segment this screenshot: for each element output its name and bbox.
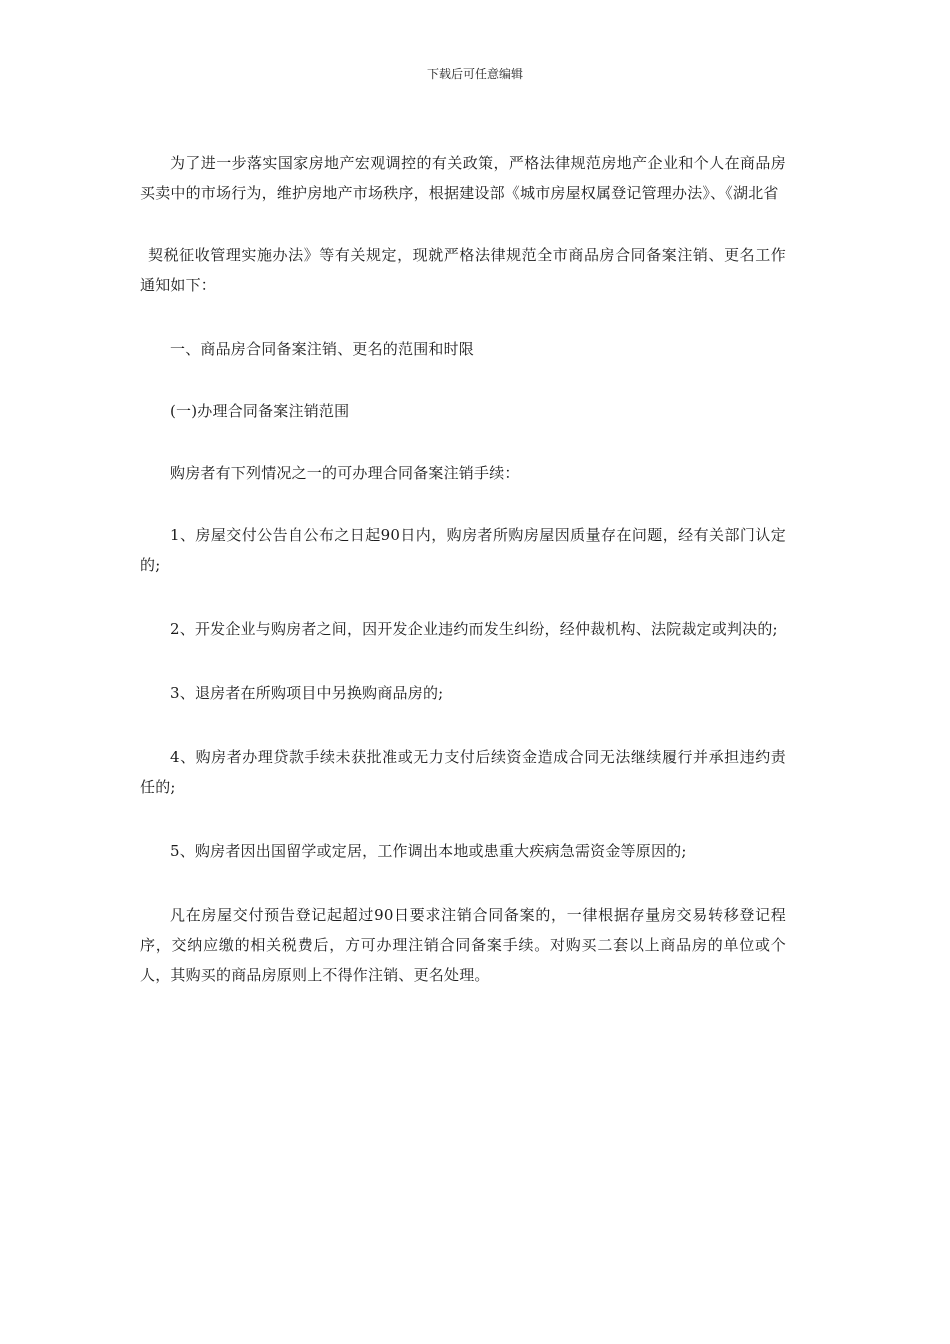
document-body bbox=[140, 148, 786, 990]
paragraph-conditions-intro: 购房者有下列情况之一的可办理合同备案注销手续： bbox=[170, 464, 520, 482]
list-item-3: 3、退房者在所购项目中另换购商品房的; bbox=[170, 684, 444, 702]
list-item-4: 4、购房者办理贷款手续未获批准或无力支付后续资金造成合同无法继续履行并承担违约责任的; bbox=[140, 748, 786, 796]
paragraph-overdue-rule: 凡在房屋交付预告登记起超过90日要求注销合同备案的，一律根据存量房交易转移登记程序，交纳应缴的相关税费后，方可办理注销合同备案手续。对购买二套以上商品房的单位或个人，其购买的商品房原则上不得作注销、更名处理。 bbox=[140, 906, 786, 984]
page-header: 下载后可任意编辑 bbox=[426, 67, 523, 81]
list-item-2: 2、开发企业与购房者之间，因开发企业违约而发生纠纷，经仲裁机构、法院裁定或判决的; bbox=[170, 620, 778, 638]
list-item-5: 5、购房者因出国留学或定居，工作调出本地或患重大疾病急需资金等原因的; bbox=[170, 842, 687, 860]
paragraph-intro-continued: 契税征收管理实施办法》等有关规定，现就严格法律规范全市商品房合同备案注销、更名工作通知如下： bbox=[140, 246, 786, 294]
subsection-heading-1: (一)办理合同备案注销范围 bbox=[170, 402, 350, 420]
section-heading-1: 一、商品房合同备案注销、更名的范围和时限 bbox=[170, 340, 475, 358]
list-item-1: 1、房屋交付公告自公布之日起90日内，购房者所购房屋因质量存在问题，经有关部门认定的; bbox=[140, 526, 786, 574]
paragraph-intro: 为了进一步落实国家房地产宏观调控的有关政策，严格法律规范房地产企业和个人在商品房买卖中的市场行为，维护房地产市场秩序，根据建设部《城市房屋权属登记管理办法》、《湖北省 bbox=[140, 154, 786, 202]
